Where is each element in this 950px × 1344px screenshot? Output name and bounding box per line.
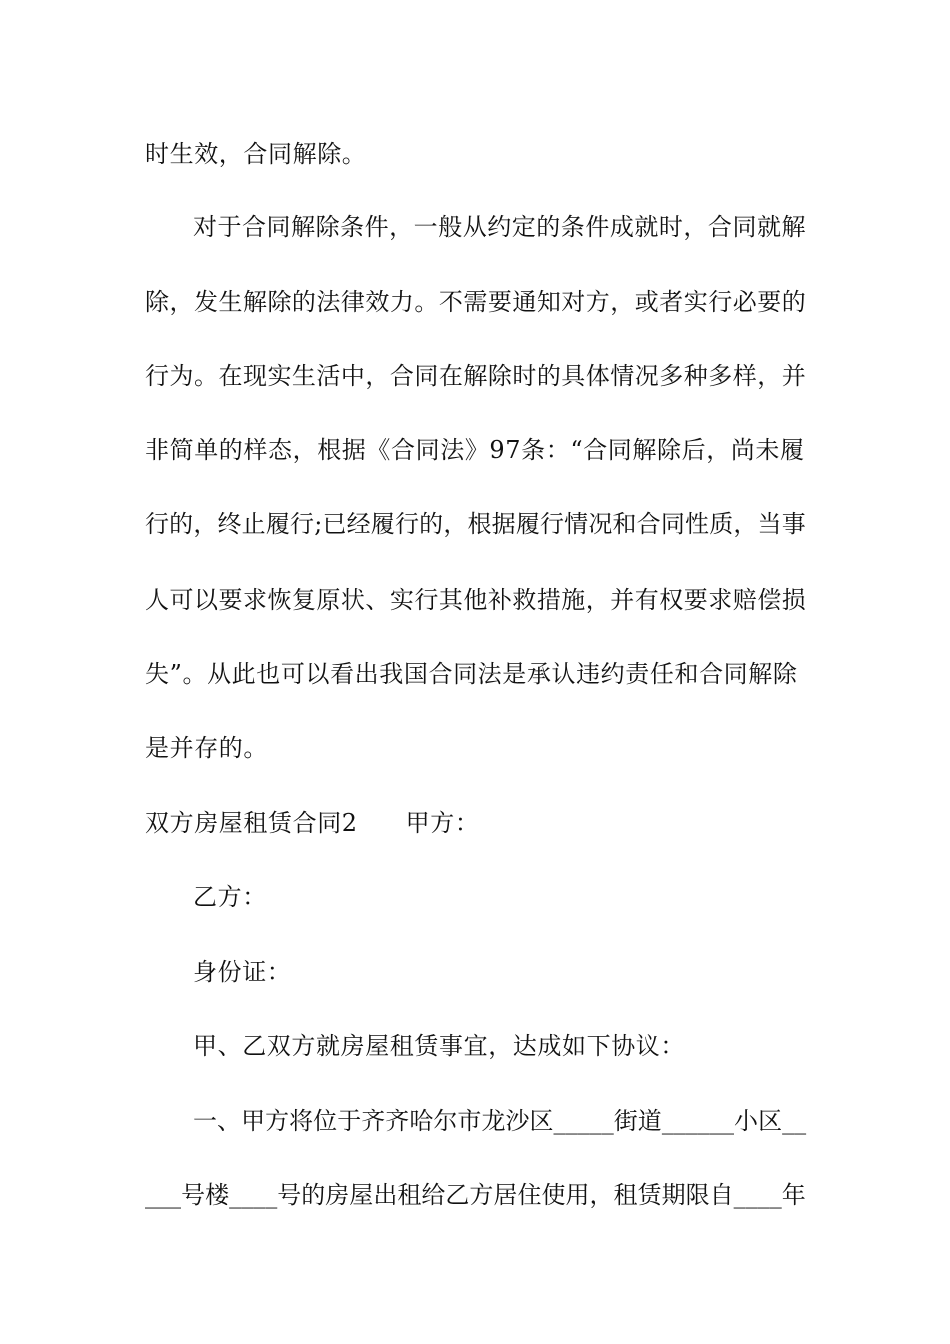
paragraph-line: 时生效，合同解除。 <box>145 140 367 168</box>
contract-heading-line <box>145 803 479 843</box>
party-a-label: 甲方： <box>405 809 480 837</box>
paragraph-line: 是并存的。 <box>145 734 268 762</box>
contract-title: 双方房屋租赁合同2 <box>145 809 358 837</box>
agreement-intro: 甲、乙双方就房屋租赁事宜，达成如下协议： <box>193 1032 685 1060</box>
id-label: 身份证： <box>193 958 292 986</box>
paragraph-line: 行为。在现实生活中，合同在解除时的具体情况多种多样，并 <box>145 362 807 390</box>
paragraph-line: 人可以要求恢复原状、实行其他补救措施，并有权要求赔偿损 <box>145 586 807 614</box>
paragraph-line: 非简单的样态，根据《合同法》97条：“合同解除后，尚未履 <box>145 436 805 464</box>
clause-1-line: ___号楼____号的房屋出租给乙方居住使用，租赁期限自____年 <box>145 1181 806 1209</box>
paragraph-line: 对于合同解除条件，一般从约定的条件成就时，合同就解 <box>193 213 806 241</box>
paragraph-line: 除，发生解除的法律效力。不需要通知对方，或者实行必要的 <box>145 288 807 316</box>
paragraph-line: 失”。从此也可以看出我国合同法是承认违约责任和合同解除 <box>145 660 798 688</box>
party-b-label: 乙方： <box>193 883 267 911</box>
clause-1-line: 一、甲方将位于齐齐哈尔市龙沙区_____街道______小区__ <box>193 1107 807 1135</box>
paragraph-line: 行的，终止履行;已经履行的，根据履行情况和合同性质，当事 <box>145 510 806 538</box>
